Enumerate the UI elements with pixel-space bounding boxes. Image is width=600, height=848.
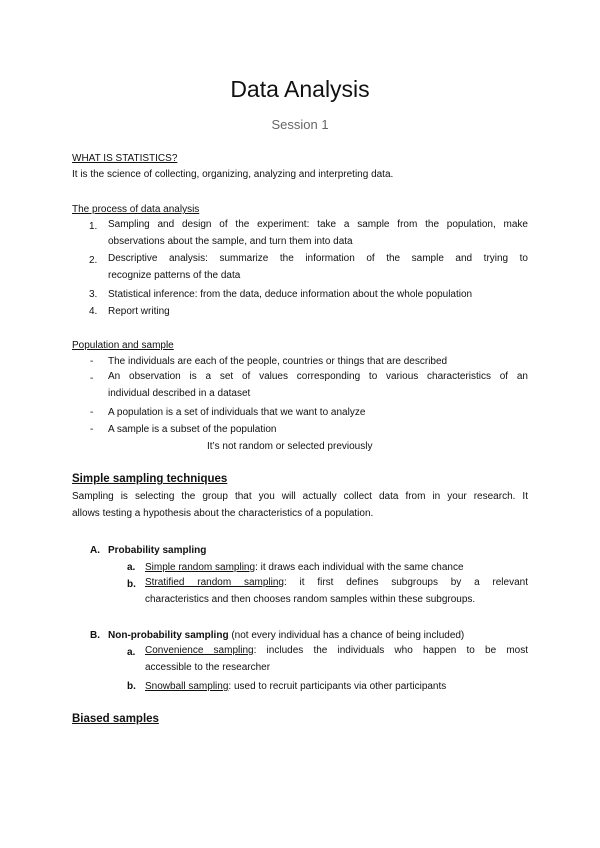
population-item-4: A sample is a subset of the population: [108, 424, 277, 435]
term-snowball: Snowball sampling: [145, 681, 229, 692]
nonprobability-marker: B.: [90, 630, 100, 641]
process-marker-3: 3.: [89, 289, 98, 300]
process-item-1-line-1: Sampling and design of the experiment: take a sample from the population, make: [108, 219, 528, 230]
process-item-3: Statistical inference: from the data, deduce information about the whole population: [108, 289, 473, 300]
process-marker-2: 2.: [89, 255, 98, 266]
sampling-intro-line-1: Sampling is selecting the group that you will actually collect data from in your research. It: [72, 491, 528, 502]
population-marker-4: -: [90, 424, 94, 435]
process-item-4: Report writing: [108, 306, 170, 317]
what-is-heading: WHAT IS STATISTICS?: [72, 153, 178, 164]
probability-item-b-line-1: [145, 574, 528, 591]
population-marker-2: -: [90, 373, 94, 384]
process-marker-4: 4.: [89, 306, 98, 317]
population-item-3: A population is a set of individuals that we want to analyze: [108, 407, 366, 418]
biased-heading: Biased samples: [72, 713, 159, 725]
probability-marker: A.: [90, 545, 100, 556]
what-is-text: It is the science of collecting, organizing, analyzing and interpreting data.: [72, 169, 394, 180]
nonprobability-item-a-line-1: [145, 642, 528, 659]
process-heading: The process of data analysis: [72, 204, 200, 215]
population-note: It’s not random or selected previously: [207, 441, 373, 452]
probability-sub-marker-a: a.: [127, 562, 136, 573]
process-item-1: [108, 216, 528, 250]
process-item-2: [108, 250, 528, 284]
sampling-intro-line-2: allows testing a hypothesis about the characteristics of a population.: [72, 508, 374, 519]
population-item-1: The individuals are each of the people, countries or things that are described: [108, 356, 448, 367]
probability-item-a-rest: : it draws each individual with the same chance: [255, 562, 464, 573]
population-marker-3: -: [90, 407, 94, 418]
process-item-2-line-1: Descriptive analysis: summarize the information of the sample and trying to: [108, 253, 528, 264]
probability-item-b: [145, 574, 528, 608]
process-item-2-line-2: recognize patterns of the data: [108, 270, 241, 281]
nonprobability-sub-marker-a: a.: [127, 647, 136, 658]
process-item-1-line-2: observations about the sample, and turn them into data: [108, 236, 353, 247]
term-convenience: Convenience sampling: [145, 645, 254, 656]
sampling-intro: [72, 488, 528, 522]
population-item-2: [108, 368, 528, 402]
term-stratified-random: Stratified random sampling: [145, 577, 284, 588]
population-item-2-line-2: individual described in a dataset: [108, 388, 251, 399]
nonprobability-label: Non-probability sampling: [108, 630, 229, 641]
probability-item-a: [145, 561, 464, 574]
population-heading: Population and sample: [72, 340, 174, 351]
probability-item-b-rest: : it first defines subgroups by a relevant: [283, 577, 528, 588]
nonprobability-item-a-rest: : includes the individuals who happen to be most: [253, 645, 529, 656]
nonprobability-item-a-line-2: accessible to the researcher: [145, 662, 271, 673]
nonprobability-line: [108, 629, 464, 642]
sampling-heading: Simple sampling techniques: [72, 473, 228, 485]
nonprobability-note: (not every individual has a chance of being included): [228, 630, 465, 641]
population-marker-1: -: [90, 356, 94, 367]
nonprobability-item-a: [145, 642, 528, 676]
nonprobability-item-b-rest: : used to recruit participants via other participants: [228, 681, 447, 692]
probability-sub-marker-b: b.: [127, 579, 136, 590]
population-item-2-line-1: An observation is a set of values corresponding to various characteristics of an: [108, 371, 528, 382]
nonprobability-sub-marker-b: b.: [127, 681, 136, 692]
nonprobability-item-b: [145, 680, 446, 693]
probability-item-b-line-2: characteristics and then chooses random samples within these subgroups.: [145, 594, 476, 605]
probability-label: Probability sampling: [108, 545, 207, 556]
page-title: Data Analysis: [230, 76, 370, 102]
process-marker-1: 1.: [89, 221, 98, 232]
term-simple-random: Simple random sampling: [145, 562, 256, 573]
page-subtitle: Session 1: [271, 117, 329, 132]
